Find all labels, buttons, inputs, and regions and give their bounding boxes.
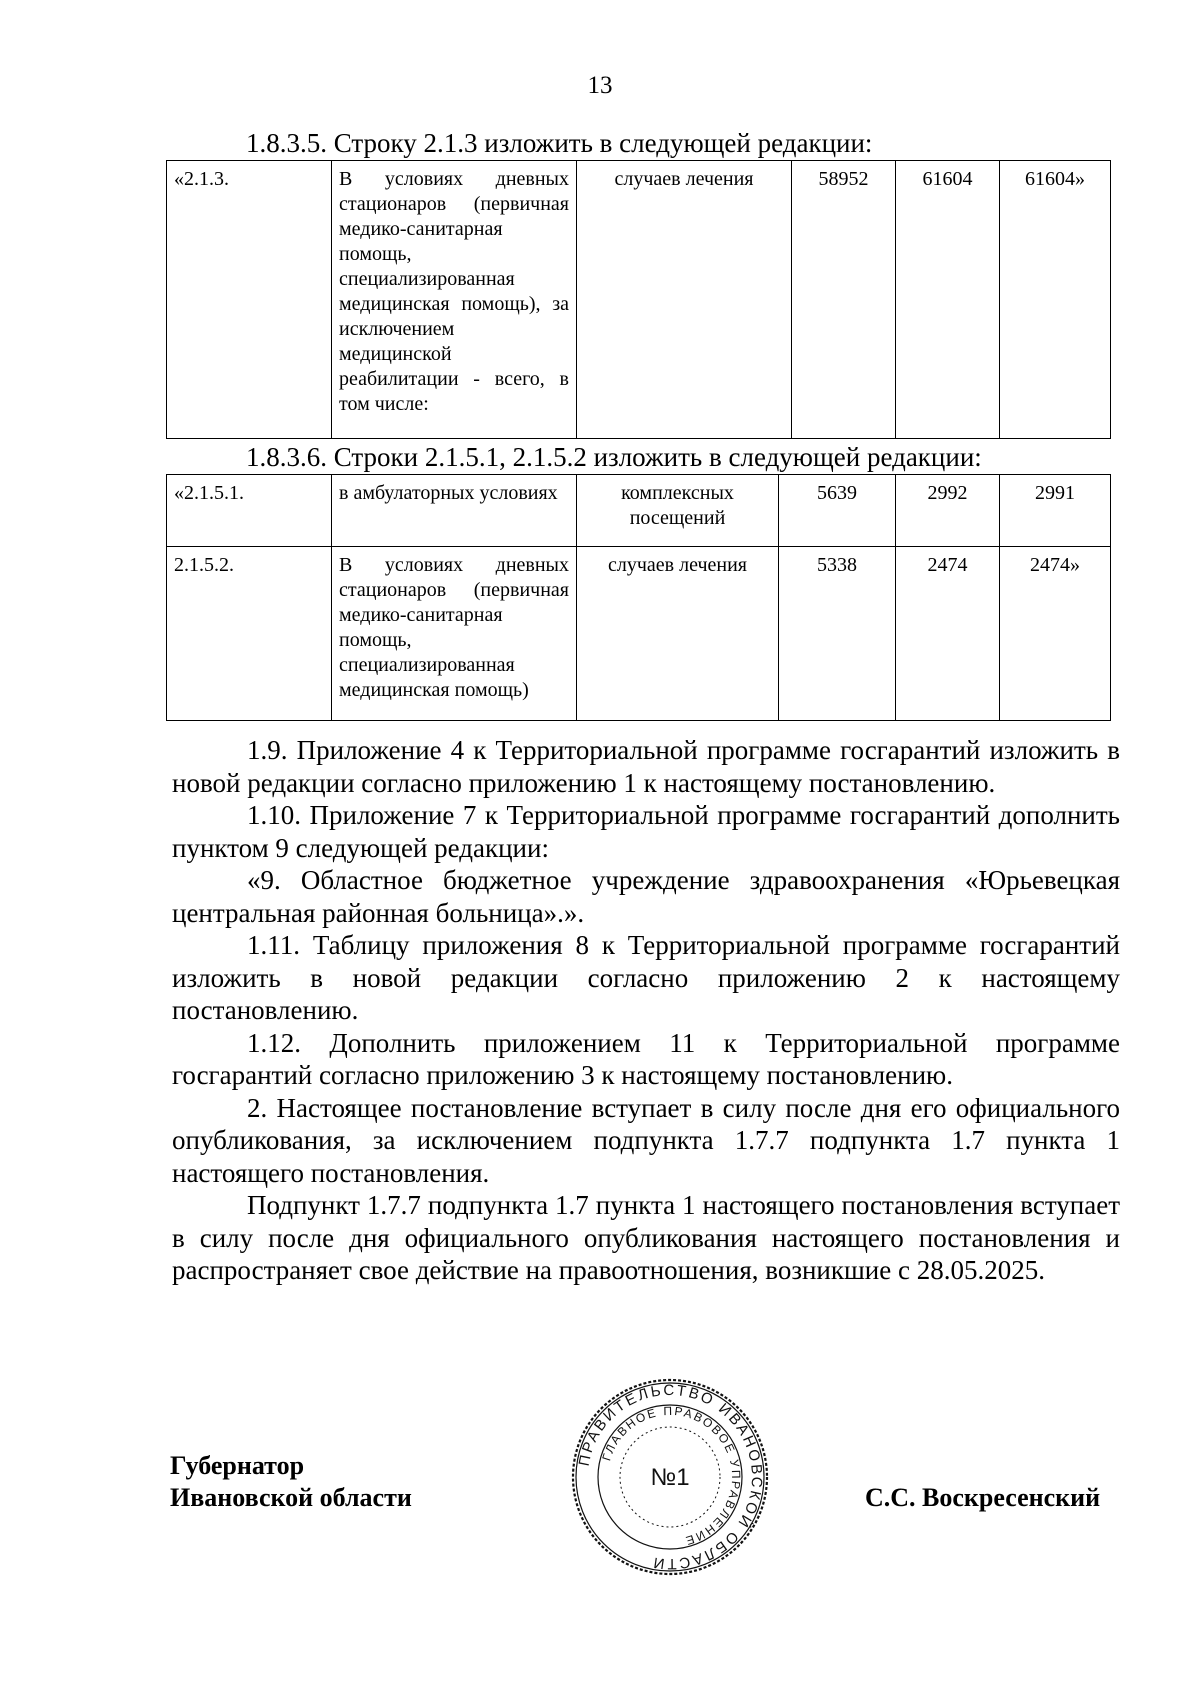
row-value-2: 2474	[896, 547, 1000, 721]
row-description: в амбулаторных условиях	[332, 475, 577, 547]
paragraph-quote-9: «9. Областное бюджетное учреждение здравоохранения «Юрьевецкая центральная районная больница».».	[172, 865, 1120, 928]
row-code: «2.1.3.	[167, 161, 332, 439]
signature-title-line1: Губернатор	[170, 1451, 305, 1480]
row-value-3: 2991	[1000, 475, 1111, 547]
row-description: В условиях дневных стационаров (первичная медико-санитарная помощь, специализированная медицинская помощь)	[332, 547, 577, 721]
official-stamp	[570, 1377, 770, 1577]
row-unit: комплексных посещений	[577, 475, 779, 547]
paragraph-1-11: 1.11. Таблицу приложения 8 к Территориальной программе госгарантий изложить в новой редакции согласно приложению 2 к настоящему постановлению.	[172, 930, 1120, 1025]
stamp-inner-text: ГЛАВНОЕ ПРАВОВОЕ УПРАВЛЕНИЕ	[599, 1403, 744, 1549]
row-value-3: 61604»	[1000, 161, 1111, 439]
caption-1836: 1.8.3.6. Строки 2.1.5.1, 2.1.5.2 изложить в следующей редакции:	[246, 442, 982, 472]
signature-title	[170, 1450, 412, 1514]
row-unit: случаев лечения	[577, 547, 779, 721]
stamp-outer-text: ПРАВИТЕЛЬСТВО ИВАНОВСКОЙ ОБЛАСТИ	[575, 1381, 766, 1573]
row-value-1: 58952	[792, 161, 896, 439]
signature-title-line2: Ивановской области	[170, 1483, 412, 1512]
table-row	[167, 547, 1111, 721]
row-value-1: 5639	[779, 475, 896, 547]
row-value-3: 2474»	[1000, 547, 1111, 721]
paragraph-1-12: 1.12. Дополнить приложением 11 к Территориальной программе госгарантий согласно приложению 3 к настоящему постановлению.	[172, 1027, 1120, 1090]
caption-1835: 1.8.3.5. Строку 2.1.3 изложить в следующей редакции:	[246, 128, 873, 158]
row-code: 2.1.5.2.	[167, 547, 332, 721]
row-value-2: 2992	[896, 475, 1000, 547]
table-row-2-1-3	[166, 160, 1111, 439]
page-number: 13	[587, 72, 613, 99]
signature-name: С.С. Воскресенский	[865, 1483, 1101, 1512]
stamp-number: №1	[650, 1464, 690, 1491]
row-code: «2.1.5.1.	[167, 475, 332, 547]
table-row	[167, 475, 1111, 547]
paragraph-1-9: 1.9. Приложение 4 к Территориальной программе госгарантий изложить в новой редакции согласно приложению 1 к настоящему постановлению.	[172, 735, 1120, 798]
row-unit: случаев лечения	[577, 161, 792, 439]
body-text	[172, 734, 1120, 1287]
paragraph-1-10: 1.10. Приложение 7 к Территориальной программе госгарантий дополнить пунктом 9 следующей редакции:	[172, 800, 1120, 863]
paragraph-2: 2. Настоящее постановление вступает в силу после дня его официального опубликования, за исключением подпункта 1.7.7 подпункта 1.7 пункта 1 настоящего постановления.	[172, 1092, 1120, 1188]
row-value-1: 5338	[779, 547, 896, 721]
table-rows-2-1-5	[166, 474, 1111, 721]
row-value-2: 61604	[896, 161, 1000, 439]
table-row	[167, 161, 1111, 439]
row-description: В условиях дневных стационаров (первичная медико-санитарная помощь, специализированная медицинская помощь), за исключением медицинской реабилитации - всего, в том числе:	[332, 161, 577, 439]
paragraph-1-7-7: Подпункт 1.7.7 подпункта 1.7 пункта 1 настоящего постановления вступает в силу после дня официального опубликования настоящего постановления и распространяет свое действие на правоотношения, возникшие с 28.05.2025.	[172, 1190, 1120, 1285]
